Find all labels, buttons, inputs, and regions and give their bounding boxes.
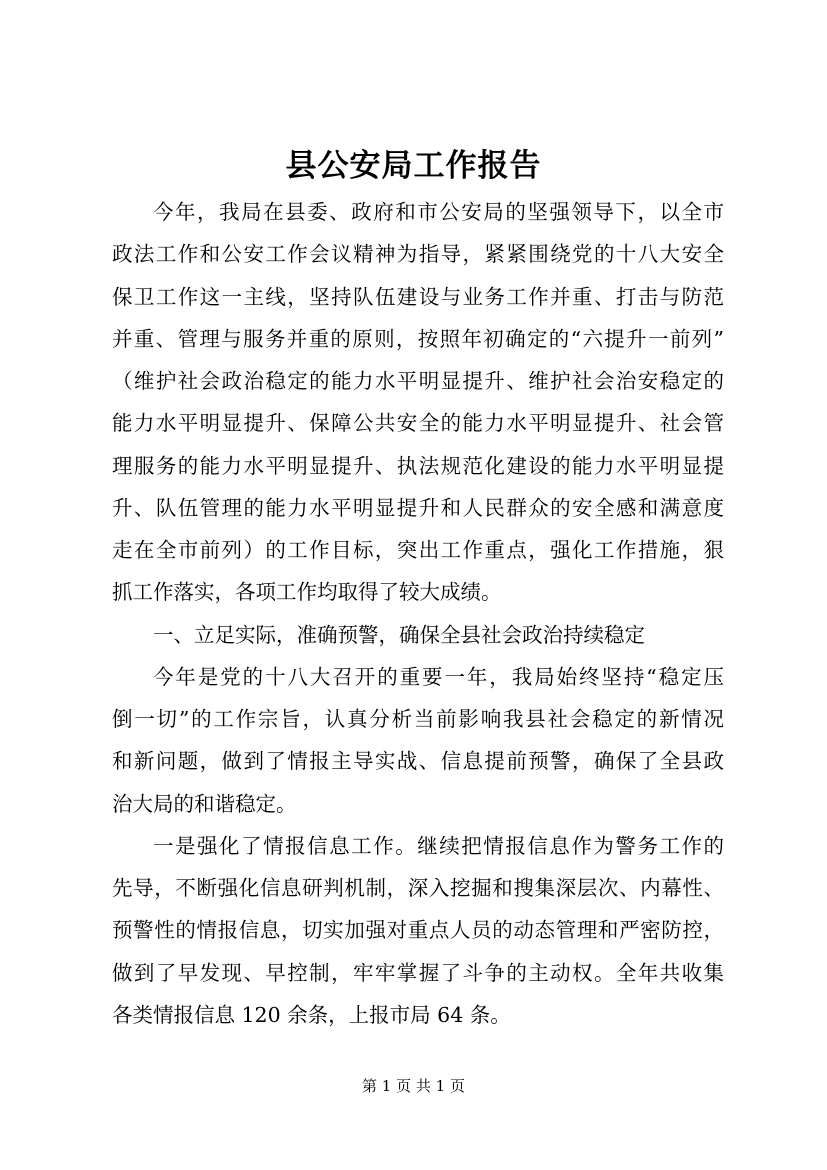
body-line: 倒一切”的工作宗旨，认真分析当前影响我县社会稳定的新情况 (112, 707, 724, 731)
body-line: 一是强化了情报信息工作。继续把情报信息作为警务工作的 (153, 834, 724, 858)
body-line: 能力水平明显提升、保障公共安全的能力水平明显提升、社会管 (112, 411, 724, 435)
body-line: 和新问题，做到了情报主导实战、信息提前预警，确保了全县政 (112, 749, 724, 773)
body-line: 治大局的和谐稳定。 (112, 792, 297, 816)
body-line: 抓工作落实，各项工作均取得了较大成绩。 (112, 580, 502, 604)
body-line: 预警性的情报信息，切实加强对重点人员的动态管理和严密防控， (112, 918, 724, 942)
body-line: 做到了早发现、早控制，牢牢掌握了斗争的主动权。全年共收集 (112, 961, 724, 985)
document-title: 县公安局工作报告 (285, 148, 542, 184)
body-line: 今年，我局在县委、政府和市公安局的坚强领导下，以全市 (153, 200, 724, 224)
body-line: 各类情报信息 120 余条，上报市局 64 条。 (112, 1003, 511, 1027)
body-line: 今年是党的十八大召开的重要一年，我局始终坚持“稳定压 (153, 665, 724, 689)
body-line: 保卫工作这一主线，坚持队伍建设与业务工作并重、打击与防范 (112, 285, 724, 309)
section-heading: 一、立足实际，准确预警，确保全县社会政治持续稳定 (153, 623, 645, 647)
body-line: 升、队伍管理的能力水平明显提升和人民群众的安全感和满意度 (112, 496, 724, 520)
page-footer: 第 1 页 共 1 页 (362, 1077, 465, 1095)
body-line: 并重、管理与服务并重的原则，按照年初确定的“六提升一前列” (112, 327, 724, 351)
body-line: 政法工作和公安工作会议精神为指导，紧紧围绕党的十八大安全 (112, 242, 724, 266)
body-line: 走在全市前列）的工作目标，突出工作重点，强化工作措施，狠 (112, 538, 724, 562)
body-line: （维护社会政治稳定的能力水平明显提升、维护社会治安稳定的 (112, 369, 724, 393)
body-line: 先导，不断强化信息研判机制，深入挖掘和搜集深层次、内幕性、 (112, 876, 724, 900)
body-line: 理服务的能力水平明显提升、执法规范化建设的能力水平明显提 (112, 454, 724, 478)
